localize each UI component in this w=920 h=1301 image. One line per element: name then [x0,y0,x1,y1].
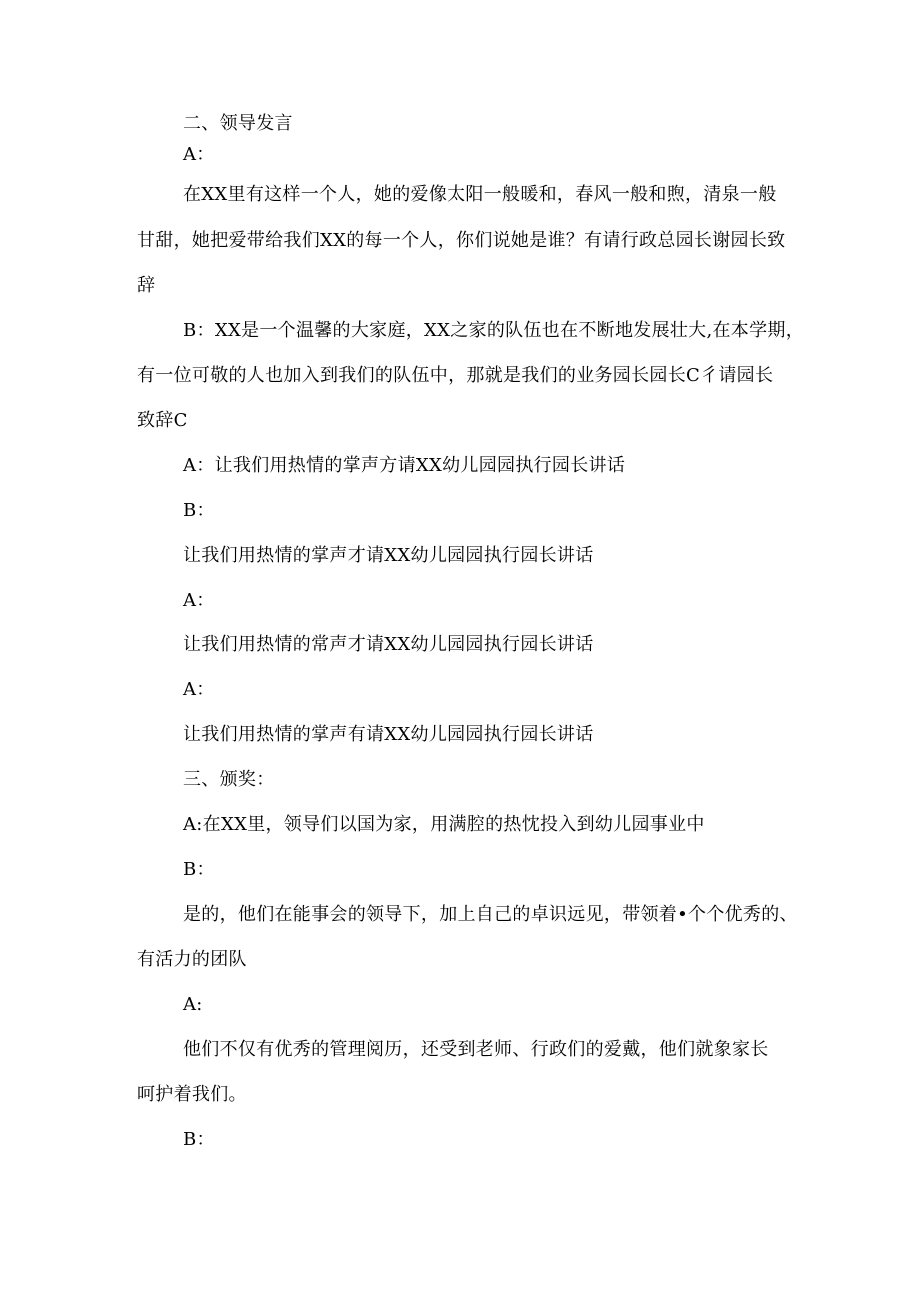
paragraph-line: 他们不仅有优秀的管理阅历，还受到老师、行政们的爱戴，他们就象家长 [183,1039,769,1060]
paragraph-line: 让我们用热情的常声才请XX幼儿园园执行园长讲话 [183,634,594,655]
paragraph-line: 致辞C [137,410,188,431]
speaker-a-label: A： [183,144,215,165]
speaker-a-label: A： [183,679,215,700]
speaker-a-label: A： [183,590,215,611]
section-heading-leader-speech: 二、领导发言 [183,113,293,134]
paragraph-line: 甘甜，她把爱带给我们XX的每一个人，你们说她是谁？有请行政总园长谢园长致 [137,230,786,251]
speaker-b-label: B： [183,1129,215,1150]
speaker-b-label: B： [183,859,215,880]
paragraph-line: 呵护着我们。 [137,1084,247,1105]
paragraph-line: 有一位可敬的人也加入到我们的队伍中，那就是我们的业务园长园长C彳请园长 [137,365,774,386]
paragraph-line: 辞 [137,275,156,296]
paragraph-line: 是的，他们在能事会的领导下，加上自己的卓识远见，带领着•个个优秀的、 [183,904,798,925]
paragraph-line: 让我们用热情的掌声有请XX幼儿园园执行园长讲话 [183,724,594,745]
section-heading-awards: 三、颁奖： [183,769,275,790]
speaker-a-label: A: [183,994,203,1015]
paragraph-line: 有活力的团队 [137,949,247,970]
paragraph-line: A:在XX里，领导们以国为家，用满腔的热忱投入到幼儿园事业中 [183,814,705,835]
paragraph-line: 在XX里有这样一个人，她的爱像太阳一般暖和，春风一般和煦，清泉一般 [183,184,777,205]
paragraph-line: 让我们用热情的掌声才请XX幼儿园园执行园长讲话 [183,545,594,566]
paragraph-line: A：让我们用热情的掌声方请XX幼儿园园执行园长讲话 [183,455,626,476]
paragraph-line: B：XX是一个温馨的大家庭，XX之家的队伍也在不断地发展壮大,在本学期， [183,320,805,341]
speaker-b-label: B： [183,500,215,521]
